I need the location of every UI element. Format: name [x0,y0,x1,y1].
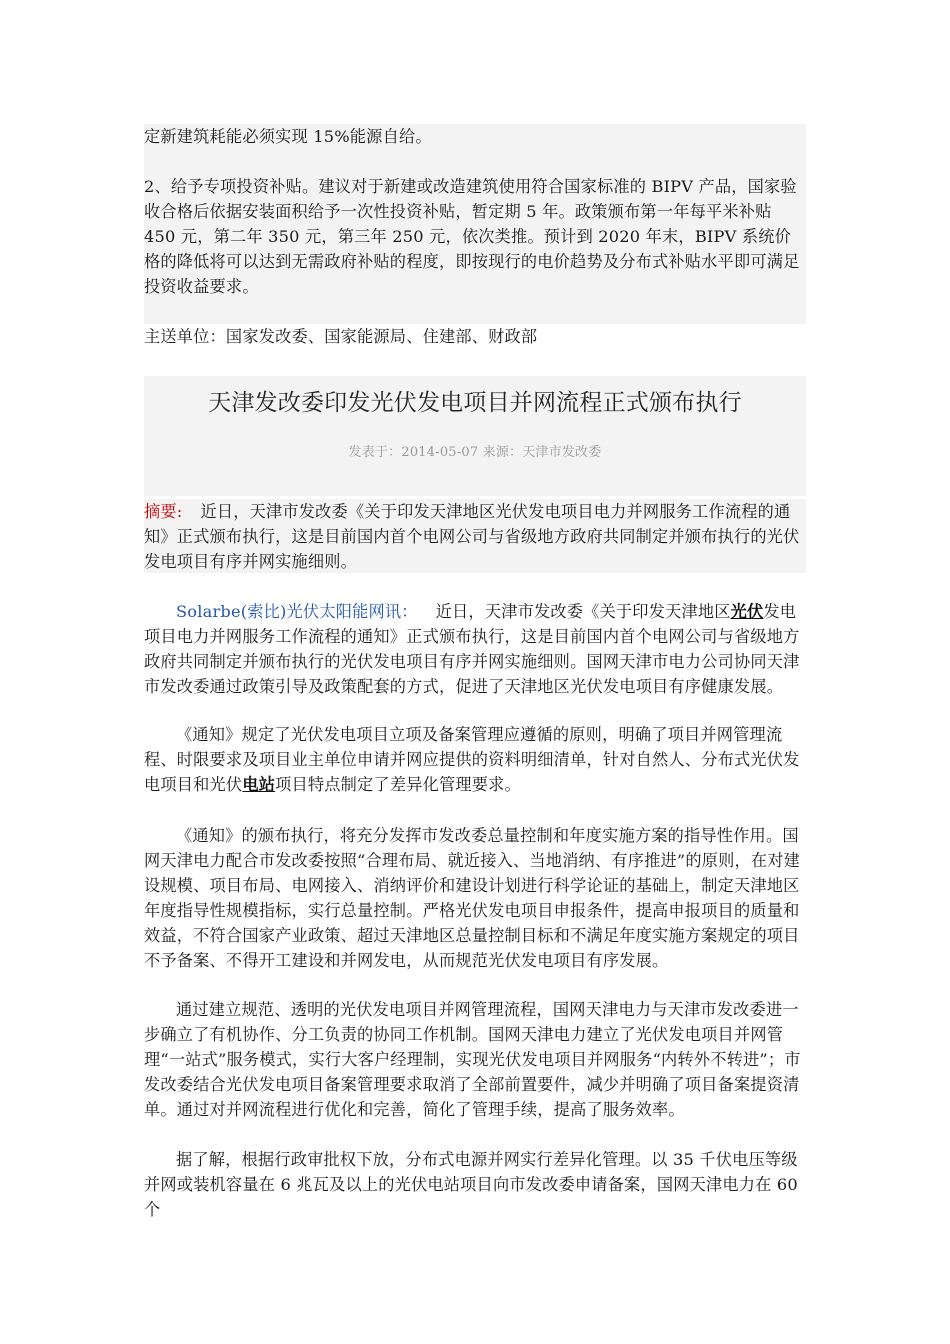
paragraph: Solarbe(索比)光伏太阳能网讯： 近日，天津市发改委《关于印发天津地区光伏发电项目电力并网服务工作流程的通知》正式颁布执行，这是目前国内首个电网公司与省级地方政府共同制定并颁布执行的光伏发电项目有序并网实施细则。国网天津市电力公司协同天津市发改委通过政策引导及政策配套的方式，促进了天津地区光伏发电项目有序健康发展。 [144,602,800,696]
article-meta: 发表于：2014-05-07 来源：天津市发改委 [348,445,602,460]
article-title: 天津发改委印发光伏发电项目并网流程正式颁布执行 [208,390,742,416]
article-summary [144,499,806,573]
paragraph: 定新建筑耗能必须实现 15%能源自给。 [144,127,432,146]
summary-label: 摘要: [144,502,183,521]
previous-article-tail [144,124,806,346]
keyword-link[interactable]: 电站 [242,775,276,794]
source-link[interactable]: Solarbe(索比)光伏太阳能网讯： [176,602,418,621]
summary-text: 近日，天津市发改委《关于印发天津地区光伏发电项目电力并网服务工作流程的通知》正式颁布执行，这是目前国内首个电网公司与省级地方政府共同制定并颁布执行的光伏发电项目有序并网实施细则。 [144,502,800,571]
paragraph: 《通知》的颁布执行，将充分发挥市发改委总量控制和年度实施方案的指导性作用。国网天津电力配合市发改委按照“合理布局、就近接入、当地消纳、有序推进”的原则，在对建设规模、项目布局、电网接入、消纳评价和建设计划进行科学论证的基础上，制定天津地区年度指导性规模指标，实行总量控制。严格光伏发电项目申报条件，提高申报项目的质量和效益，不符合国家产业政策、超过天津地区总量控制目标和不满足年度实施方案规定的项目不予备案、不得开工建设和并网发电，从而规范光伏发电项目有序发展。 [144,826,801,970]
paragraph: 据了解，根据行政审批权下放，分布式电源并网实行差异化管理。以 35 千伏电压等级并网或装机容量在 6 兆瓦及以上的光伏电站项目向市发改委申请备案，国网天津电力在 60 个 [144,1150,798,1219]
keyword-link[interactable]: 光伏 [730,602,764,621]
article-header [144,376,806,496]
paragraph: 通过建立规范、透明的光伏发电项目并网管理流程，国网天津电力与天津市发改委进一步确立了有机协作、分工负责的协同工作机制。国网天津电力建立了光伏发电项目并网管理“一站式”服务模式，实行大客户经理制，实现光伏发电项目并网服务“内转外不转进”；市发改委结合光伏发电项目备案管理要求取消了全部前置要件，减少并明确了项目备案提资清单。通过对并网流程进行优化和完善，简化了管理手续，提高了服务效率。 [144,1000,801,1119]
paragraph: 《通知》规定了光伏发电项目立项及备案管理应遵循的原则，明确了项目并网管理流程、时限要求及项目业主单位申请并网应提供的资料明细清单，针对自然人、分布式光伏发电项目和光伏电站项目特点制定了差异化管理要求。 [144,725,800,794]
paragraph: 2、给予专项投资补贴。建议对于新建或改造建筑使用符合国家标准的 BIPV 产品，国家验收合格后依据安装面积给予一次性投资补贴，暂定期 5 年。政策颁布第一年每平米补贴 450 元，第二年 350 元，第三年 250 元，依次类推。预计到 2020 年末，BIPV 系统价格的降低将可以达到无需政府补贴的程度，即按现行的电价趋势及分布式补贴水平即可满足投资收益要求。 [144,177,800,296]
sender-line: 主送单位：国家发改委、国家能源局、住建部、财政部 [144,327,538,346]
